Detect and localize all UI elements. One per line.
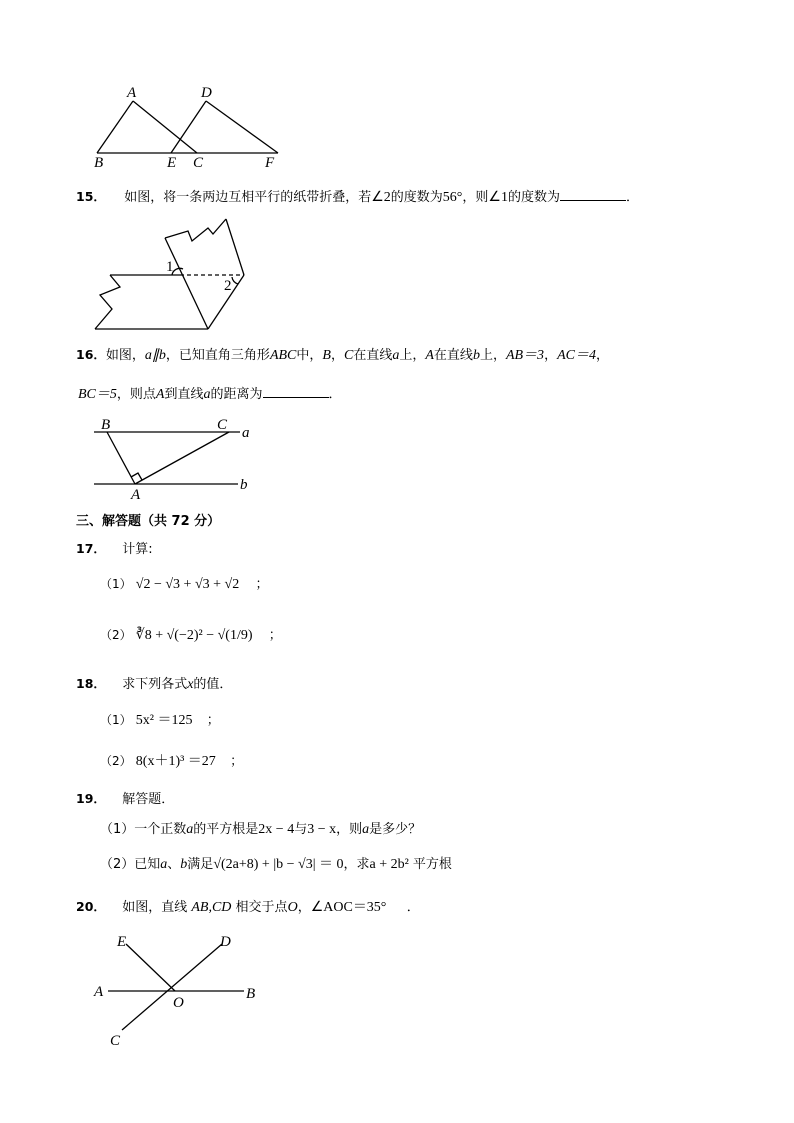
question-text: ，则 <box>462 190 489 205</box>
semicolon: ； <box>268 628 282 643</box>
math: a <box>203 387 211 402</box>
text: （2）已知 <box>100 857 161 872</box>
math: ABC <box>269 348 297 363</box>
label-D: D <box>201 85 212 101</box>
label-A: A <box>127 85 137 101</box>
math: ∠AOC＝35° <box>310 900 387 915</box>
question-number: 15． <box>76 189 106 204</box>
question-text: 相交于点 <box>235 900 288 915</box>
label-a: a <box>242 425 250 441</box>
math: C <box>343 348 354 363</box>
semicolon: ； <box>230 754 244 769</box>
comma: ， <box>297 900 311 915</box>
question-text: 计算: <box>122 542 153 557</box>
label-A: A <box>94 984 104 1000</box>
text: ，则点 <box>116 387 156 402</box>
text: 中， <box>296 348 323 363</box>
question-text: 如图，直线 <box>122 900 188 915</box>
part-index: （2） <box>100 628 132 642</box>
math: A <box>425 348 434 363</box>
label-A: A <box>131 487 141 503</box>
math: AB＝3 <box>505 348 545 363</box>
math: 3 − x <box>307 822 337 837</box>
question-text: 的度数为 <box>390 190 443 205</box>
text: 在直线 <box>433 348 473 363</box>
math: √(2a+8) + |b − √3| ＝ 0 <box>213 857 344 872</box>
text: 如图， <box>105 348 145 363</box>
label-B: B <box>246 986 256 1002</box>
text: 、 <box>167 857 181 872</box>
math-expression: √2 − √3 + √3 + √2 <box>135 577 240 592</box>
text: ， <box>595 348 609 363</box>
label-O: O <box>173 995 184 1011</box>
math: B <box>322 348 331 363</box>
text: ，求 <box>343 857 370 872</box>
text: 上， <box>479 348 506 363</box>
label-C: C <box>110 1033 121 1049</box>
text: 与 <box>294 822 308 837</box>
period: ． <box>625 190 639 205</box>
label-E: E <box>167 155 177 171</box>
math-angle: ∠2 <box>371 190 391 205</box>
text: ，则 <box>336 822 363 837</box>
math-expression: 8(x＋1)³ ＝27 <box>135 754 216 769</box>
text: 上， <box>399 348 426 363</box>
question-text: 的度数为 <box>507 190 560 205</box>
math: b <box>472 348 480 363</box>
math-angle: ∠1 <box>488 190 508 205</box>
math: A <box>155 387 165 402</box>
text: ， <box>330 348 344 363</box>
label-B: B <box>94 155 104 171</box>
angle-label-1: 1 <box>166 259 174 275</box>
period: ． <box>406 900 420 915</box>
math: a <box>186 822 194 837</box>
text: 满足 <box>187 857 214 872</box>
math-expression: 5x² ＝125 <box>135 713 193 728</box>
period: ． <box>328 387 342 402</box>
text: 的平方根是 <box>193 822 259 837</box>
part-index: （2） <box>100 754 132 768</box>
label-F: F <box>265 155 275 171</box>
math-degree: 56° <box>442 190 463 205</box>
question-number: 16． <box>76 347 106 362</box>
text: 到直线 <box>164 387 204 402</box>
question-number: 19． <box>76 791 106 806</box>
label-B: B <box>101 417 111 433</box>
question-text: 的值． <box>193 677 233 692</box>
math: O <box>287 900 298 915</box>
text: 是多少？ <box>369 822 422 837</box>
math: 2x − 4 <box>258 822 295 837</box>
label-b: b <box>240 477 248 493</box>
math: b <box>180 857 188 872</box>
text: （1）一个正数 <box>100 822 187 837</box>
text: ， <box>544 348 558 363</box>
section-heading: 三、解答题（共 72 分） <box>76 514 221 529</box>
math: a <box>362 822 370 837</box>
math: a <box>392 348 400 363</box>
text: 在直线 <box>353 348 393 363</box>
question-number: 17． <box>76 541 106 556</box>
math: AC＝4 <box>557 348 596 363</box>
math: AB,CD <box>191 900 232 915</box>
label-C: C <box>193 155 204 171</box>
math: a <box>160 857 168 872</box>
question-number: 20． <box>76 899 106 914</box>
math-expression: ∛8 + √(−2)² − √(1/9) <box>135 628 253 643</box>
label-C: C <box>217 417 228 433</box>
question-text: 求下列各式 <box>122 677 188 692</box>
semicolon: ； <box>206 713 220 728</box>
question-number: 18． <box>76 676 106 691</box>
semicolon: ； <box>255 577 269 592</box>
question-text: 解答题． <box>122 792 175 807</box>
text: 平方根 <box>412 857 452 872</box>
math: a∥b <box>144 348 166 363</box>
question-text: 如图，将一条两边互相平行的纸带折叠，若 <box>124 190 372 205</box>
label-E: E <box>117 934 127 950</box>
angle-label-2: 2 <box>224 278 232 294</box>
part-index: （1） <box>100 577 132 591</box>
math: a + 2b² <box>369 857 409 872</box>
math-var: x <box>187 677 194 692</box>
math: BC＝5 <box>78 387 117 402</box>
text: ，已知直角三角形 <box>165 348 270 363</box>
label-D: D <box>220 934 231 950</box>
text: 的距离为 <box>210 387 263 402</box>
part-index: （1） <box>100 713 132 727</box>
